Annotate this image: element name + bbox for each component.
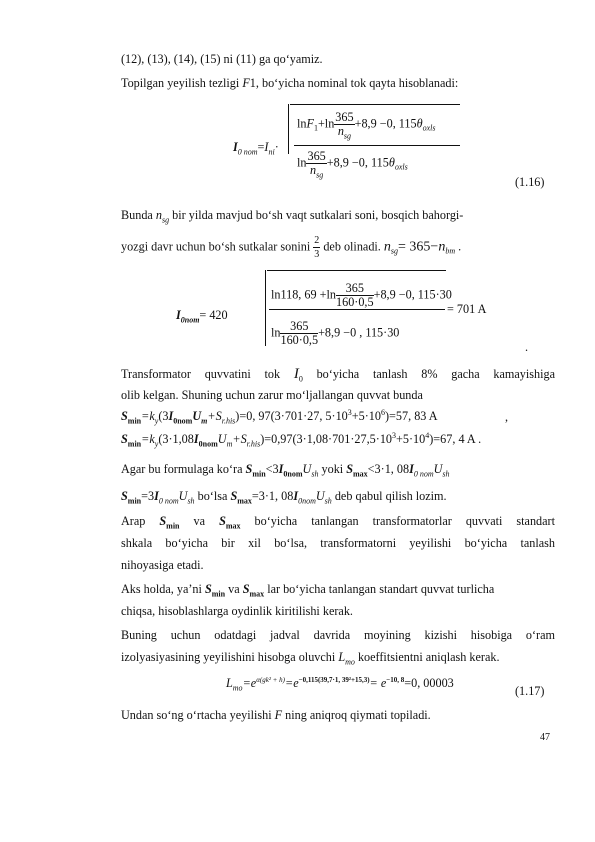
sym: U [217, 432, 227, 446]
sym: +S [232, 432, 247, 446]
text: Buning uchun odatdagi jadval davrida moyining kizishi hisobiga o‘ram [121, 628, 555, 642]
sym: I [293, 489, 299, 503]
sub: sh [324, 496, 332, 506]
frac-top: 365 [336, 282, 374, 296]
sym: =k [141, 409, 155, 423]
equation [121, 407, 438, 426]
text: , [505, 410, 509, 424]
sub: min [127, 496, 142, 506]
sym: n [438, 239, 446, 255]
text: Bunda [121, 208, 156, 222]
sub: max [237, 496, 252, 506]
sub: max [353, 469, 368, 479]
sym: S [159, 514, 167, 528]
sym: (3·1,08 [158, 432, 194, 446]
sub: r.his [221, 416, 236, 426]
equation-denominator [297, 149, 408, 180]
paragraph-line [121, 52, 323, 66]
sym: I [278, 462, 284, 476]
sym: =e [242, 676, 257, 690]
paragraph-line [121, 489, 447, 506]
frac-top: 365 [335, 110, 354, 124]
sym: θ [416, 116, 423, 131]
sub: min [127, 439, 142, 449]
text: deb olinadi. [320, 239, 384, 254]
sym: θ [388, 155, 395, 170]
sym: +8,9 −0, 115 [354, 116, 417, 131]
sub: min [252, 469, 266, 479]
paragraph-line [121, 558, 204, 572]
equation-numerator [271, 282, 452, 309]
sub: 1 [313, 123, 318, 133]
sub: y [154, 439, 159, 449]
sup: −10, 8 [386, 675, 405, 684]
paragraph-line [121, 708, 431, 722]
text: deb qabul qilish lozim. [331, 489, 447, 503]
text: olib kelgan. Shuning uchun zarur mo‘ljallangan quvvat bunda [121, 388, 423, 402]
sym: S [121, 489, 128, 503]
sup: 3 [347, 407, 352, 417]
sub: oxls [422, 123, 436, 133]
sub: 0nom [298, 496, 316, 506]
sym: L [338, 650, 346, 664]
equation-lhs [233, 140, 279, 157]
text: Agar bu formulaga ko‘ra [121, 462, 246, 476]
frac-bottom: 160·0,5 [336, 295, 374, 309]
sym: <3·1, 08 [367, 462, 410, 476]
sub: max [225, 521, 241, 531]
sub: y [154, 416, 159, 426]
sqrt-stem [288, 104, 290, 154]
equation [121, 430, 482, 449]
sym: U [315, 489, 325, 503]
sym: +ln [317, 116, 335, 131]
sub: sg [316, 170, 324, 180]
sym: n [337, 124, 344, 138]
sym: +8,9 −0, 115 [326, 155, 389, 170]
fraction-bar [294, 145, 460, 147]
sym: n [310, 163, 317, 177]
sym: I [193, 432, 199, 446]
sym: U [192, 409, 202, 423]
sub: m [226, 439, 233, 449]
text: bir yilda mavjud bo‘sh vaqt sutkalari soni, bosqich bahorgi- [169, 208, 464, 222]
sym: = 420 [199, 308, 228, 322]
sym: I [409, 462, 414, 476]
sub: sg [343, 131, 352, 141]
equation-numerator [297, 110, 436, 141]
text: Aks holda, ya’ni [121, 582, 205, 596]
sup: 6 [381, 407, 385, 417]
text: Arap [121, 514, 160, 528]
sub: 0 nom [158, 496, 179, 506]
sym: U [178, 489, 188, 503]
sup: 3 [392, 430, 397, 440]
sym: = e [369, 676, 387, 690]
sym: <3 [265, 462, 279, 476]
sub: sg [390, 246, 399, 256]
text: ning aniqroq qiymati topiladi. [282, 708, 431, 722]
sym: L [226, 676, 233, 690]
sub: 0nom [173, 416, 193, 426]
sym: I [293, 366, 299, 382]
sup: −0,115(39,7·1, 39²+15,3) [298, 675, 370, 684]
text: yoki [318, 462, 347, 476]
sup: 4 [425, 430, 430, 440]
sym: = [257, 140, 265, 154]
sym: (3 [158, 409, 169, 423]
paragraph-line [121, 604, 353, 618]
sym: S [245, 462, 253, 476]
fraction-bar [269, 309, 445, 311]
sym: =0, 00003 [404, 676, 454, 690]
frac-top: 365 [307, 149, 326, 163]
sub: r.his [246, 439, 261, 449]
sup: α(gk² + h) [256, 675, 285, 684]
text: izolyasiyasining yeyilishini hisobga oluvchi [121, 650, 339, 664]
sqrt-bar [267, 270, 446, 272]
sub: 0nom [283, 469, 303, 479]
sqrt-bar [290, 104, 460, 106]
sym: n [383, 239, 391, 255]
frac-top: 365 [280, 320, 318, 334]
paragraph-line [121, 582, 495, 599]
text: Topilgan yeyilish tezligi [121, 76, 243, 90]
sub: oxls [394, 162, 408, 172]
sym: · [274, 140, 279, 154]
text: koeffitsientni aniqlash kerak. [354, 650, 500, 664]
text: Transformator quvvatini tok [121, 367, 294, 381]
sym: )=0, 97(3·701·27, 5·10 [235, 409, 348, 423]
text: . [475, 432, 482, 446]
sym: I [264, 140, 269, 154]
sub: min [166, 521, 180, 531]
sym: S [219, 514, 226, 528]
paragraph-line [121, 234, 461, 261]
equation-denominator [271, 320, 399, 347]
text: nihoyasiga etadi. [121, 558, 204, 572]
equation-number: (1.16) [515, 175, 545, 189]
page-number: 47 [540, 732, 550, 743]
sym: +8,9 −0 , 115·30 [318, 325, 400, 340]
paragraph-line [121, 650, 500, 667]
sym: I [154, 489, 159, 503]
sym: S [242, 582, 250, 596]
text: yozgi davr uchun bo‘sh sutkalar sonini [121, 239, 314, 254]
sub: sh [311, 469, 319, 479]
text: va [225, 582, 243, 596]
frac-bottom: 3 [314, 249, 320, 260]
text: 1, [249, 76, 259, 90]
sym: I [168, 409, 174, 423]
sub: mo [232, 683, 243, 693]
sub: sh [442, 469, 450, 479]
text: bo‘yicha tanlash 8% gacha kamayishiga [302, 367, 555, 381]
frac-top: 2 [314, 235, 320, 246]
text: va [179, 514, 220, 528]
text: bo‘lsa [194, 489, 231, 503]
sub: 0nom [198, 439, 218, 449]
sub: min [211, 589, 226, 599]
equation-lhs [176, 308, 228, 325]
sub: 0 nom [237, 147, 258, 157]
sub: 0 nom [413, 469, 434, 479]
sub: min [127, 416, 142, 426]
frac-bottom [334, 124, 354, 141]
sym: F [306, 116, 314, 131]
equation-number: (1.17) [515, 684, 545, 698]
text: . [525, 340, 529, 354]
paragraph-line [121, 536, 555, 550]
text: . [455, 239, 462, 254]
sym: ln [297, 116, 307, 131]
sym: U [302, 462, 312, 476]
text: lar bo‘yicha tanlangan standart quvvat turlicha [264, 582, 495, 596]
sym: S [204, 582, 212, 596]
sym: F [274, 708, 283, 722]
sub: m [201, 416, 208, 426]
sym: +8,9 −0, 115·30 [373, 287, 452, 302]
sym: )=57, 83 A [385, 409, 438, 423]
sub: bm [445, 246, 456, 256]
sqrt-stem [265, 270, 267, 346]
sym: +S [207, 409, 222, 423]
paragraph-line [121, 366, 555, 384]
sym: I [233, 140, 238, 154]
sym: ln118, 69 +ln [271, 287, 336, 302]
sub: sg [161, 215, 170, 225]
sym: S [121, 409, 128, 423]
sym: +5·10 [396, 432, 426, 446]
paragraph-line [121, 514, 555, 531]
sub: 0 [298, 374, 303, 384]
sym: S [346, 462, 353, 476]
sym: )=67, 4 A [429, 432, 476, 446]
sub: 0nom [180, 315, 200, 325]
paragraph-line [121, 208, 464, 225]
sym: U [433, 462, 443, 476]
sym: =3 [141, 489, 155, 503]
paragraph-line [121, 628, 555, 642]
paragraph-line [121, 462, 450, 479]
sym: =3·1, 08 [251, 489, 294, 503]
equation [226, 675, 454, 693]
sym: +5·10 [351, 409, 381, 423]
frac-bottom [306, 163, 326, 180]
fraction [306, 149, 326, 180]
frac-bottom: 160·0,5 [280, 333, 319, 347]
sym: =k [141, 432, 155, 446]
paragraph-line [121, 388, 423, 402]
sub: sh [187, 496, 195, 506]
text: bo‘yicha tanlangan transformatorlar quvvati standart [240, 514, 555, 528]
sym: = 365− [398, 239, 439, 255]
sym: n [155, 208, 162, 222]
text: bo‘yicha nominal tok qayta hisoblanadi: [258, 76, 459, 90]
symbol-F: F [242, 76, 250, 90]
sym: )=0,97(3·1,08·701·27,5·10 [260, 432, 393, 446]
text: shkala bo‘yicha bir xil bo‘lsa, transformatorni yeyilishi bo‘yicha tanlash [121, 536, 555, 550]
paragraph-line [121, 76, 458, 90]
sym: ln [297, 155, 307, 170]
equation-result: = 701 A [447, 302, 487, 316]
fraction [336, 282, 374, 309]
sym: ln [271, 325, 281, 340]
sub: max [249, 589, 265, 599]
fraction [280, 320, 318, 347]
fraction [334, 110, 354, 141]
sub: mo [345, 657, 355, 667]
sym: S [230, 489, 238, 503]
text: chiqsa, hisoblashlarga oydinlik kiritilishi kerak. [121, 604, 353, 618]
sym: I [176, 308, 181, 322]
text: (12), (13), (14), (15) ni (11) ga qo‘yamiz. [121, 52, 323, 66]
sym: =e [284, 676, 299, 690]
sub: ni [268, 147, 275, 157]
text: Undan so‘ng o‘rtacha yeyilishi [121, 708, 275, 722]
sym: S [121, 432, 128, 446]
